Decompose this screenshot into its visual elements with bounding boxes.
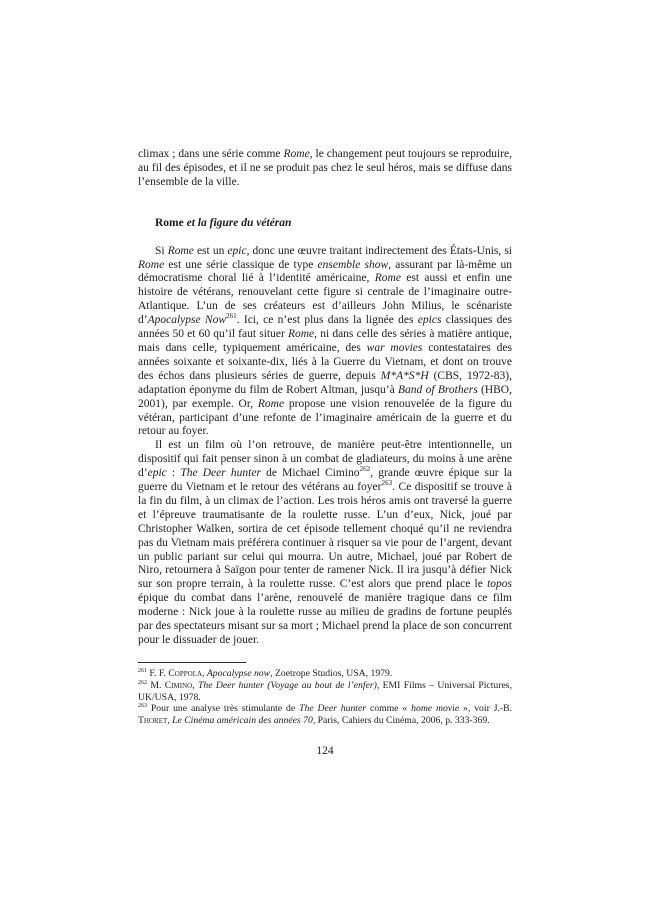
- footnotes: [138, 668, 512, 727]
- section-heading: Rome et la figure du vétéran: [155, 216, 292, 229]
- paragraph-2: Il est un film où l’on retrouve, de manière peut-être intentionnelle, un dispositif qui fait penser sinon à un combat de gladiateurs, du moins à une arène d’epic : The Deer hunter de Michael Cimino$^{262}$, grande œuvre épique sur la guerre du Vietnam et le retour des vétérans au foyer$^{263}$. Ce dispositif se trouve à la fin du film, à un climax de l’action. Les trois héros amis ont traversé la guerre et l’épreuve traumatisante de la roulette russe. L’un d’eux, Nick, joué par Christopher Walken, sortira de cet épisode tellement choqué qu’il ne reviendra pas du Vietnam mais préférera continuer à risquer sa vie pour de l’argent, devant un public pariant sur celui qui mourra. Un autre, Michael, joué par Robert de Niro, retournera à Saïgon pour tenter de ramener Nick. Il ira jusqu’à défier Nick sur son propre terrain, à la roulette russe. C’est alors que prend place le topos épique du combat dans l’arène, renouvelé de manière tragique dans ce film moderne : Nick joue à la roulette russe au milieu de gradins de fortune peuplés par des spectateurs misant sur sa mort ; Michael prend la place de son concurrent pour le dissuader de jouer.: [138, 439, 512, 646]
- footnote-263: $^{263}$ Pour une analyse très stimulante de The Deer hunter comme « home movie », voir J.-B. Thoret, Le Cinéma américain des années 70, Paris, Cahiers du Cinéma, 2006, p. 333-369.: [138, 703, 512, 727]
- paragraph-1: Si Rome est un epic, donc une œuvre traitant indirectement des États-Unis, si Rome est une série classique de type ensemble show, assurant par là-même un démocratisme choral lié à l’identité américaine, Rome est aussi et enfin une histoire de vétérans, renouvelant cette figure si centrale de l’imaginaire outre-Atlantique. L’un de ses créateurs est d’ailleurs John Milius, le scénariste d’Apocalypse Now$^{261}$. Ici, ce n’est plus dans la lignée des epics classiques des années 50 et 60 qu’il faut situer Rome, ni dans celle des séries à matière antique, mais dans celle, typiquement américaine, des war movies contestataires des années soixante et soixante-dix, liés à la Guerre du Vietnam, et dont on trouve des échos dans plusieurs séries de guerre, depuis M*A*S*H (CBS, 1972-83), adaptation éponyme du film de Robert Altman, jusqu’à Band of Brothers (HBO, 2001), par exemple. Or, Rome propose une vision renouvelée de la figure du vétéran, participant d’une refonte de l’imaginaire américain de la guerre et du retour au foyer.: [138, 244, 513, 438]
- footnote-262: $^{262}$ M. Cimino, The Deer hunter (Voyage au bout de l’enfer), EMI Films – Universal Pictures, UK/USA, 1978.: [138, 679, 512, 703]
- footnote-separator: [138, 662, 246, 663]
- paragraph-intro: climax ; dans une série comme Rome, le changement peut toujours se reproduire, au fil des épisodes, et il ne se produit pas chez le seul héros, mais se diffuse dans l’ensemble de la ville.: [138, 148, 512, 188]
- text-block: [138, 148, 512, 757]
- page-number: 124: [316, 744, 334, 757]
- footnote-261: $^{261}$ F. F. Coppola, Apocalypse now, Zoetrope Studios, USA, 1979.: [138, 667, 393, 679]
